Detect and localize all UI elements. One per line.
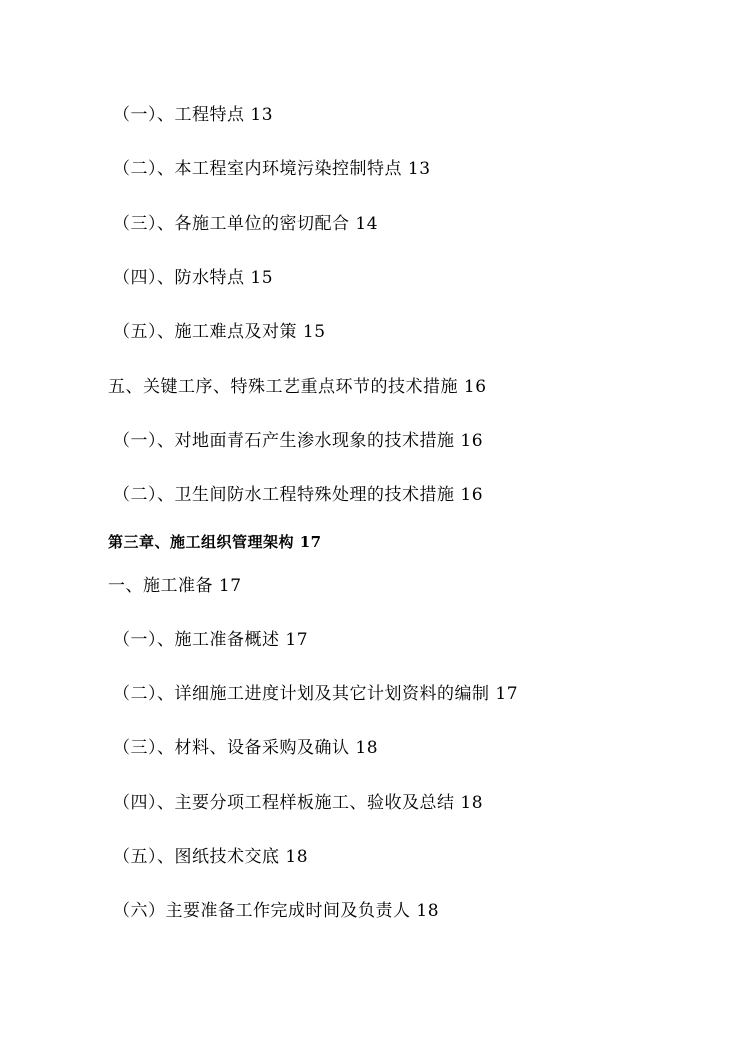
toc-entry: （二）、详细施工进度计划及其它计划资料的编制 17 (113, 684, 519, 704)
toc-entry: （五）、施工难点及对策 15 (113, 322, 326, 342)
toc-entry: （四）、防水特点 15 (113, 268, 274, 288)
toc-entry: （五）、图纸技术交底 18 (113, 847, 309, 867)
toc-entry: （一）、施工准备概述 17 (113, 630, 309, 650)
toc-section-heading: 一、施工准备 17 (108, 576, 242, 596)
toc-entry: （一）、工程特点 13 (113, 105, 274, 125)
toc-entry: （二）、本工程室内环境污染控制特点 13 (113, 159, 431, 179)
toc-entry: （四）、主要分项工程样板施工、验收及总结 18 (113, 793, 484, 813)
toc-entry: （三）、材料、设备采购及确认 18 (113, 738, 379, 758)
toc-section-heading: 五、关键工序、特殊工艺重点环节的技术措施 16 (108, 377, 487, 397)
toc-entry: （一）、对地面青石产生渗水现象的技术措施 16 (113, 431, 484, 451)
toc-entry: （六）主要准备工作完成时间及负责人 18 (113, 901, 440, 921)
toc-entry: （三）、各施工单位的密切配合 14 (113, 214, 379, 234)
toc-chapter-heading: 第三章、施工组织管理架构 17 (108, 533, 322, 551)
toc-entry: （二）、卫生间防水工程特殊处理的技术措施 16 (113, 485, 484, 505)
